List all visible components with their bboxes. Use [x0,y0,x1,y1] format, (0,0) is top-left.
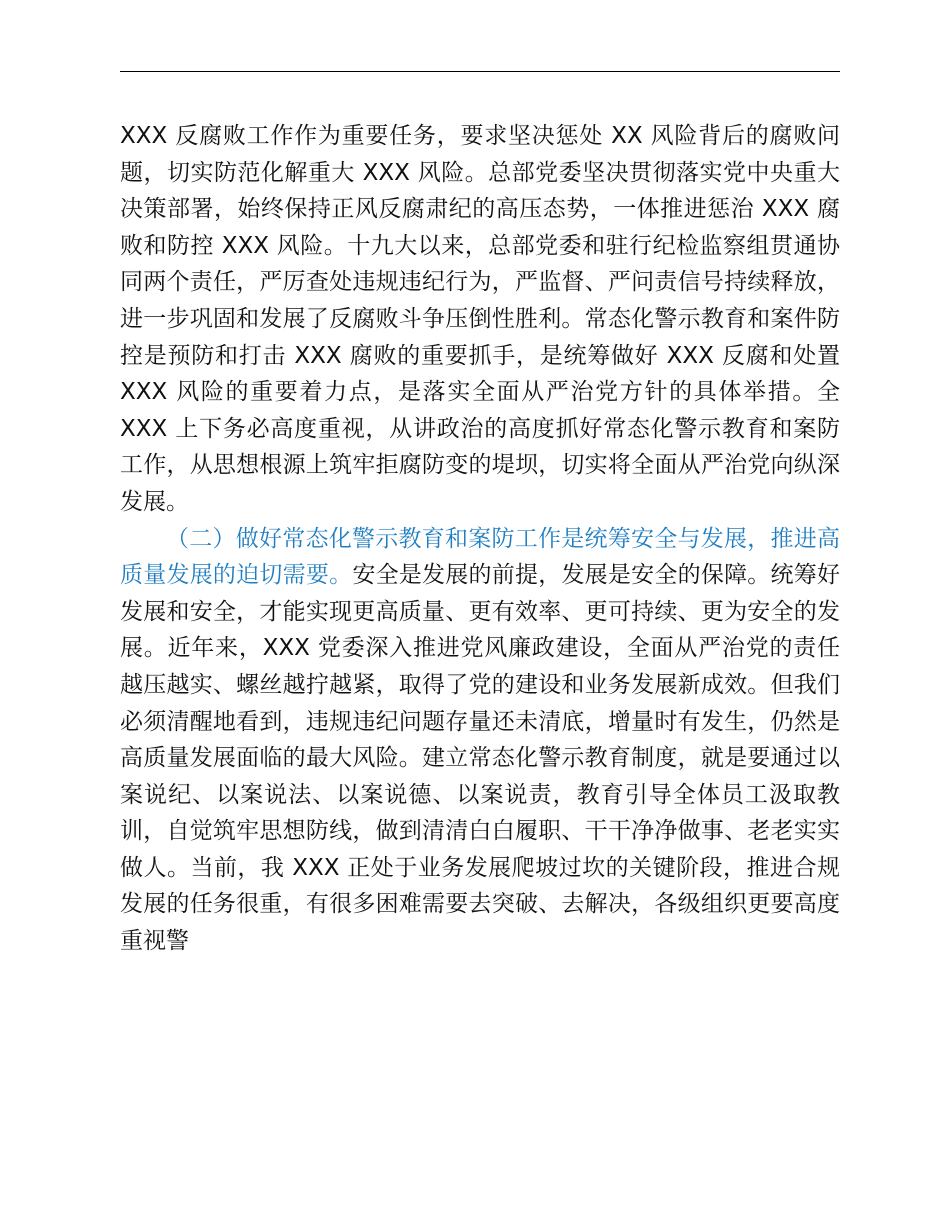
document-body [120,118,840,960]
section-heading-2: （二）做好常态化警示教育和案防工作是统筹安全与发展，推进高质量发展的迫切需要。 [120,525,840,589]
paragraph-1-text: XXX 反腐败工作作为重要任务，要求坚决惩处 XX 风险背后的腐败问题，切实防范化解重大 XXX 风险。总部党委坚决贯彻落实党中央重大决策部署，始终保持正风反腐肃纪的高压态势，一体推进惩治 XXX 腐败和防控 XXX 风险。十九大以来，总部党委和驻行纪检监察组贯通协同两个责任，严厉查处违规违纪行为，严监督、严问责信号持续释放，进一步巩固和发展了反腐败斗争压倒性胜利。常态化警示教育和案件防控是预防和打击 XXX 腐败的重要抓手，是统筹做好 XXX 反腐和处置 XXX 风险的重要着力点，是落实全面从严治党方针的具体举措。全 XXX 上下务必高度重视，从讲政治的高度抓好常态化警示教育和案防工作，从思想根源上筑牢拒腐防变的堤坝，切实将全面从严治党向纵深发展。 [120,123,840,515]
paragraph-2-text: 安全是发展的前提，发展是安全的保障。统筹好发展和安全，才能实现更高质量、更有效率、更可持续、更为安全的发展。近年来，XXX 党委深入推进党风廉政建设，全面从严治党的责任越压越实、螺丝越拧越紧，取得了党的建设和业务发展新成效。但我们必须清醒地看到，违规违纪问题存量还未清底，增量时有发生，仍然是高质量发展面临的最大风险。建立常态化警示教育制度，就是要通过以案说纪、以案说法、以案说德、以案说责，教育引导全体员工汲取教训，自觉筑牢思想防线，做到清清白白履职、干干净净做事、老老实实做人。当前，我 XXX 正处于业务发展爬坡过坎的关键阶段，推进合规发展的任务很重，有很多困难需要去突破、去解决，各级组织更要高度重视警 [120,562,841,955]
paragraph-1 [120,118,840,521]
paragraph-2 [120,521,840,960]
header-rule [120,71,840,72]
